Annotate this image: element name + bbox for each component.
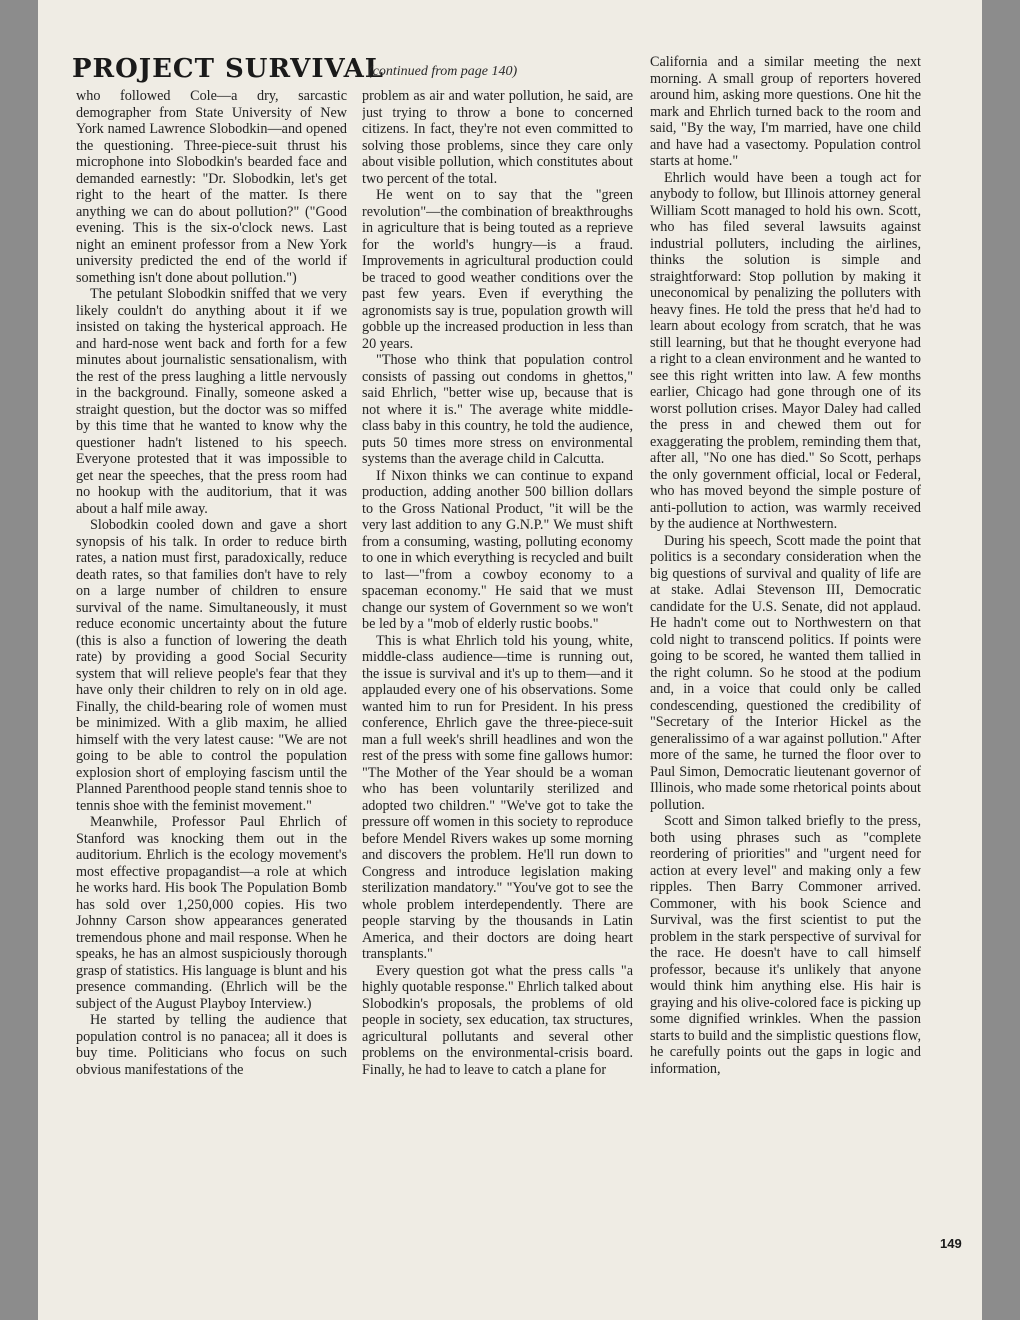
paragraph: Meanwhile, Professor Paul Ehrlich of Stanford was knocking them out in the auditorium. Ehrlich is the ecology movement's most effective propagandist—a role at which he works hard. His book The Population Bomb has sold over 1,250,000 copies. His two Johnny Carson show appearances generated tremendous phone and mail response. When he speaks, he has an almost suspiciously thorough grasp of statistics. His language is blunt and his presence commanding. (Ehrlich will be the subject of the August Playboy Interview.): [76, 814, 347, 1012]
paragraph: Ehrlich would have been a tough act for anybody to follow, but Illinois attorney general William Scott managed to hold his own. Scott, who has filed several lawsuits against industrial polluters, including the airlines, thinks the solution is simple and straightforward: Stop pollution by making it uneconomical by penalizing the polluters with heavy fines. He told the press that he'd had to learn about ecology from scratch, that he was still learning, but that he thought everyone had a right to a clean environment and he wanted to see this right written into law. A few months earlier, Chicago had gone through one of its worst pollution crises. Mayor Daley had called the press in and chewed them out for exaggerating the problem, reminding them that, after all, "No one has died." So Scott, perhaps the only government official, local or Federal, who has moved beyond the simple posture of anti-pollution to action, was warmly received by the audience at Northwestern.: [650, 169, 921, 532]
continued-note: (continued from page 140): [368, 64, 518, 79]
paragraph: California and a similar meeting the next morning. A small group of reporters hovered around him, asking more questions. One hit the mark and Ehrlich turned back to the room and said, "By the way, I'm married, have one child and have had a vasectomy. Population control starts at home.": [650, 54, 921, 169]
article-title: PROJECT SURVIVAL: [72, 54, 385, 84]
paragraph: He went on to say that the "green revolution"—the combination of breakthroughs in agriculture that is being touted as a reprieve for the world's hungry—is a fraud. Improvements in agricultural production could be traced to good weather conditions over the past few years. Even if everything the agronomists say is true, population growth will gobble up the increased production in less than 20 years.: [362, 187, 633, 352]
text-column-3: [650, 54, 921, 1258]
paragraph: Slobodkin cooled down and gave a short synopsis of his talk. In order to reduce birth rates, a nation must first, paradoxically, reduce death rates, so that families don't have to rely on a large number of children to ensure survival of the name. Simultaneously, it must reduce economic uncertainty about the future (this is also a function of lowering the death rate) by providing a good Social Security system that will relieve people's fear that they have only their children to rely on in old age. Finally, the child-bearing role of women must be minimized. With a glib maxim, he allied himself with the very latest cause: "We are not going to be able to control the population explosion short of employing fascism until the Planned Parenthood people stand tennis shoe to tennis shoe with the feminist movement.": [76, 517, 347, 814]
paragraph: "Those who think that population control consists of passing out condoms in ghettos," said Ehrlich, "better wise up, because that is not where it is." The average white middle-class baby in this country, he told the audience, puts 50 times more stress on environmental systems than the average child in Calcutta.: [362, 352, 633, 467]
page-number: 149: [940, 1236, 962, 1251]
paragraph: Scott and Simon talked briefly to the press, both using phrases such as "complete reordering of priorities" and "urgent need for action at every level" and making only a few ripples. Then Barry Commoner arrived. Commoner, with his book Science and Survival, was the first scientist to put the problem in the stark perspective of survival for the race. He doesn't have to call himself professor, because it's unlikely that anyone would think him anything else. His hair is graying and his olive-colored face is picking up some dignified wrinkles. When the passion starts to build and the simplistic questions flow, he carefully points out the gaps in logic and information,: [650, 813, 921, 1077]
text-column-1: [76, 88, 347, 1258]
text-column-2: [362, 88, 633, 1258]
paragraph: If Nixon thinks we can continue to expand production, adding another 500 billion dollars to the Gross National Product, "it will be the very last addition to any G.N.P." We must shift from a consuming, wasting, polluting economy to one in which everything is recycled and built to last—"from a cowboy economy to a spaceman economy." He said that we must change our system of Government so we won't be led by a "mob of elderly rustic boobs.": [362, 467, 633, 632]
paragraph: He started by telling the audience that population control is no panacea; all it does is buy time. Politicians who focus on such obvious manifestations of the: [76, 1012, 347, 1078]
paragraph: The petulant Slobodkin sniffed that we very likely couldn't do anything about it if we insisted on taking the hysterical approach. He and hard-nose went back and forth for a few minutes about journalistic sensationalism, with the rest of the press laughing a little nervously in the background. Finally, someone asked a straight question, but the doctor was so miffed by this time that he wanted to know why the questioner hadn't listened to his speech. Everyone protested that it was impossible to get near the speeches, that the press room had no hookup with the auditorium, that it was about a half mile away.: [76, 286, 347, 517]
paragraph: who followed Cole—a dry, sarcastic demographer from State University of New York named Lawrence Slobodkin—and opened the questioning. Three-piece-suit thrust his microphone into Slobodkin's bearded face and demanded earnestly: "Dr. Slobodkin, let's get right to the heart of the matter. Is there anything we can do about pollution?" ("Good evening. This is the six-o'clock news. Last night an eminent professor from a New York university predicted the end of the world if something isn't done about pollution."): [76, 88, 347, 286]
magazine-page: [38, 0, 982, 1320]
paragraph: This is what Ehrlich told his young, white, middle-class audience—time is running out, the issue is survival and it's up to them—and it applauded every one of his observations. Some wanted him to run for President. In his press conference, Ehrlich gave the three-piece-suit man a full week's shrill headlines and won the rest of the press with some fine gallows humor: "The Mother of the Year should be a woman who has been voluntarily sterilized and adopted two children." "We've got to take the pressure off women in this society to reproduce before Mendel Rivers wakes up some morning and discovers the problem. He'll run down to Congress and introduce legislation making sterilization mandatory." "You've got to see the whole problem interdependently. There are people starving by the thousands in Latin America, and their doctors are doing heart transplants.": [362, 632, 633, 962]
paragraph: Every question got what the press calls "a highly quotable response." Ehrlich talked about Slobodkin's proposals, the problems of old people in society, sex education, tax structures, agricultural pollutants and several other problems on the environmental-crisis board. Finally, he had to leave to catch a plane for: [362, 962, 633, 1078]
paragraph: problem as air and water pollution, he said, are just trying to throw a bone to concerned citizens. In fact, they're not even committed to solving those problems, since they care only about visible pollution, which constitutes about two percent of the total.: [362, 88, 633, 187]
paragraph: During his speech, Scott made the point that politics is a secondary consideration when the big questions of survival and quality of life are at stake. Adlai Stevenson III, Democratic candidate for the U.S. Senate, did not applaud. He hadn't come out to Northwestern on that cold night to transcend politics. If points were going to be scored, he wanted them tallied in the right column. So he stood at the podium and, in a voice that could only be called condescending, questioned the credibility of "Secretary of the Interior Hickel as the generalissimo of a war against pollution." After more of the same, he turned the floor over to Paul Simon, Democratic lieutenant governor of Illinois, who made some rhetorical points about pollution.: [650, 532, 921, 813]
